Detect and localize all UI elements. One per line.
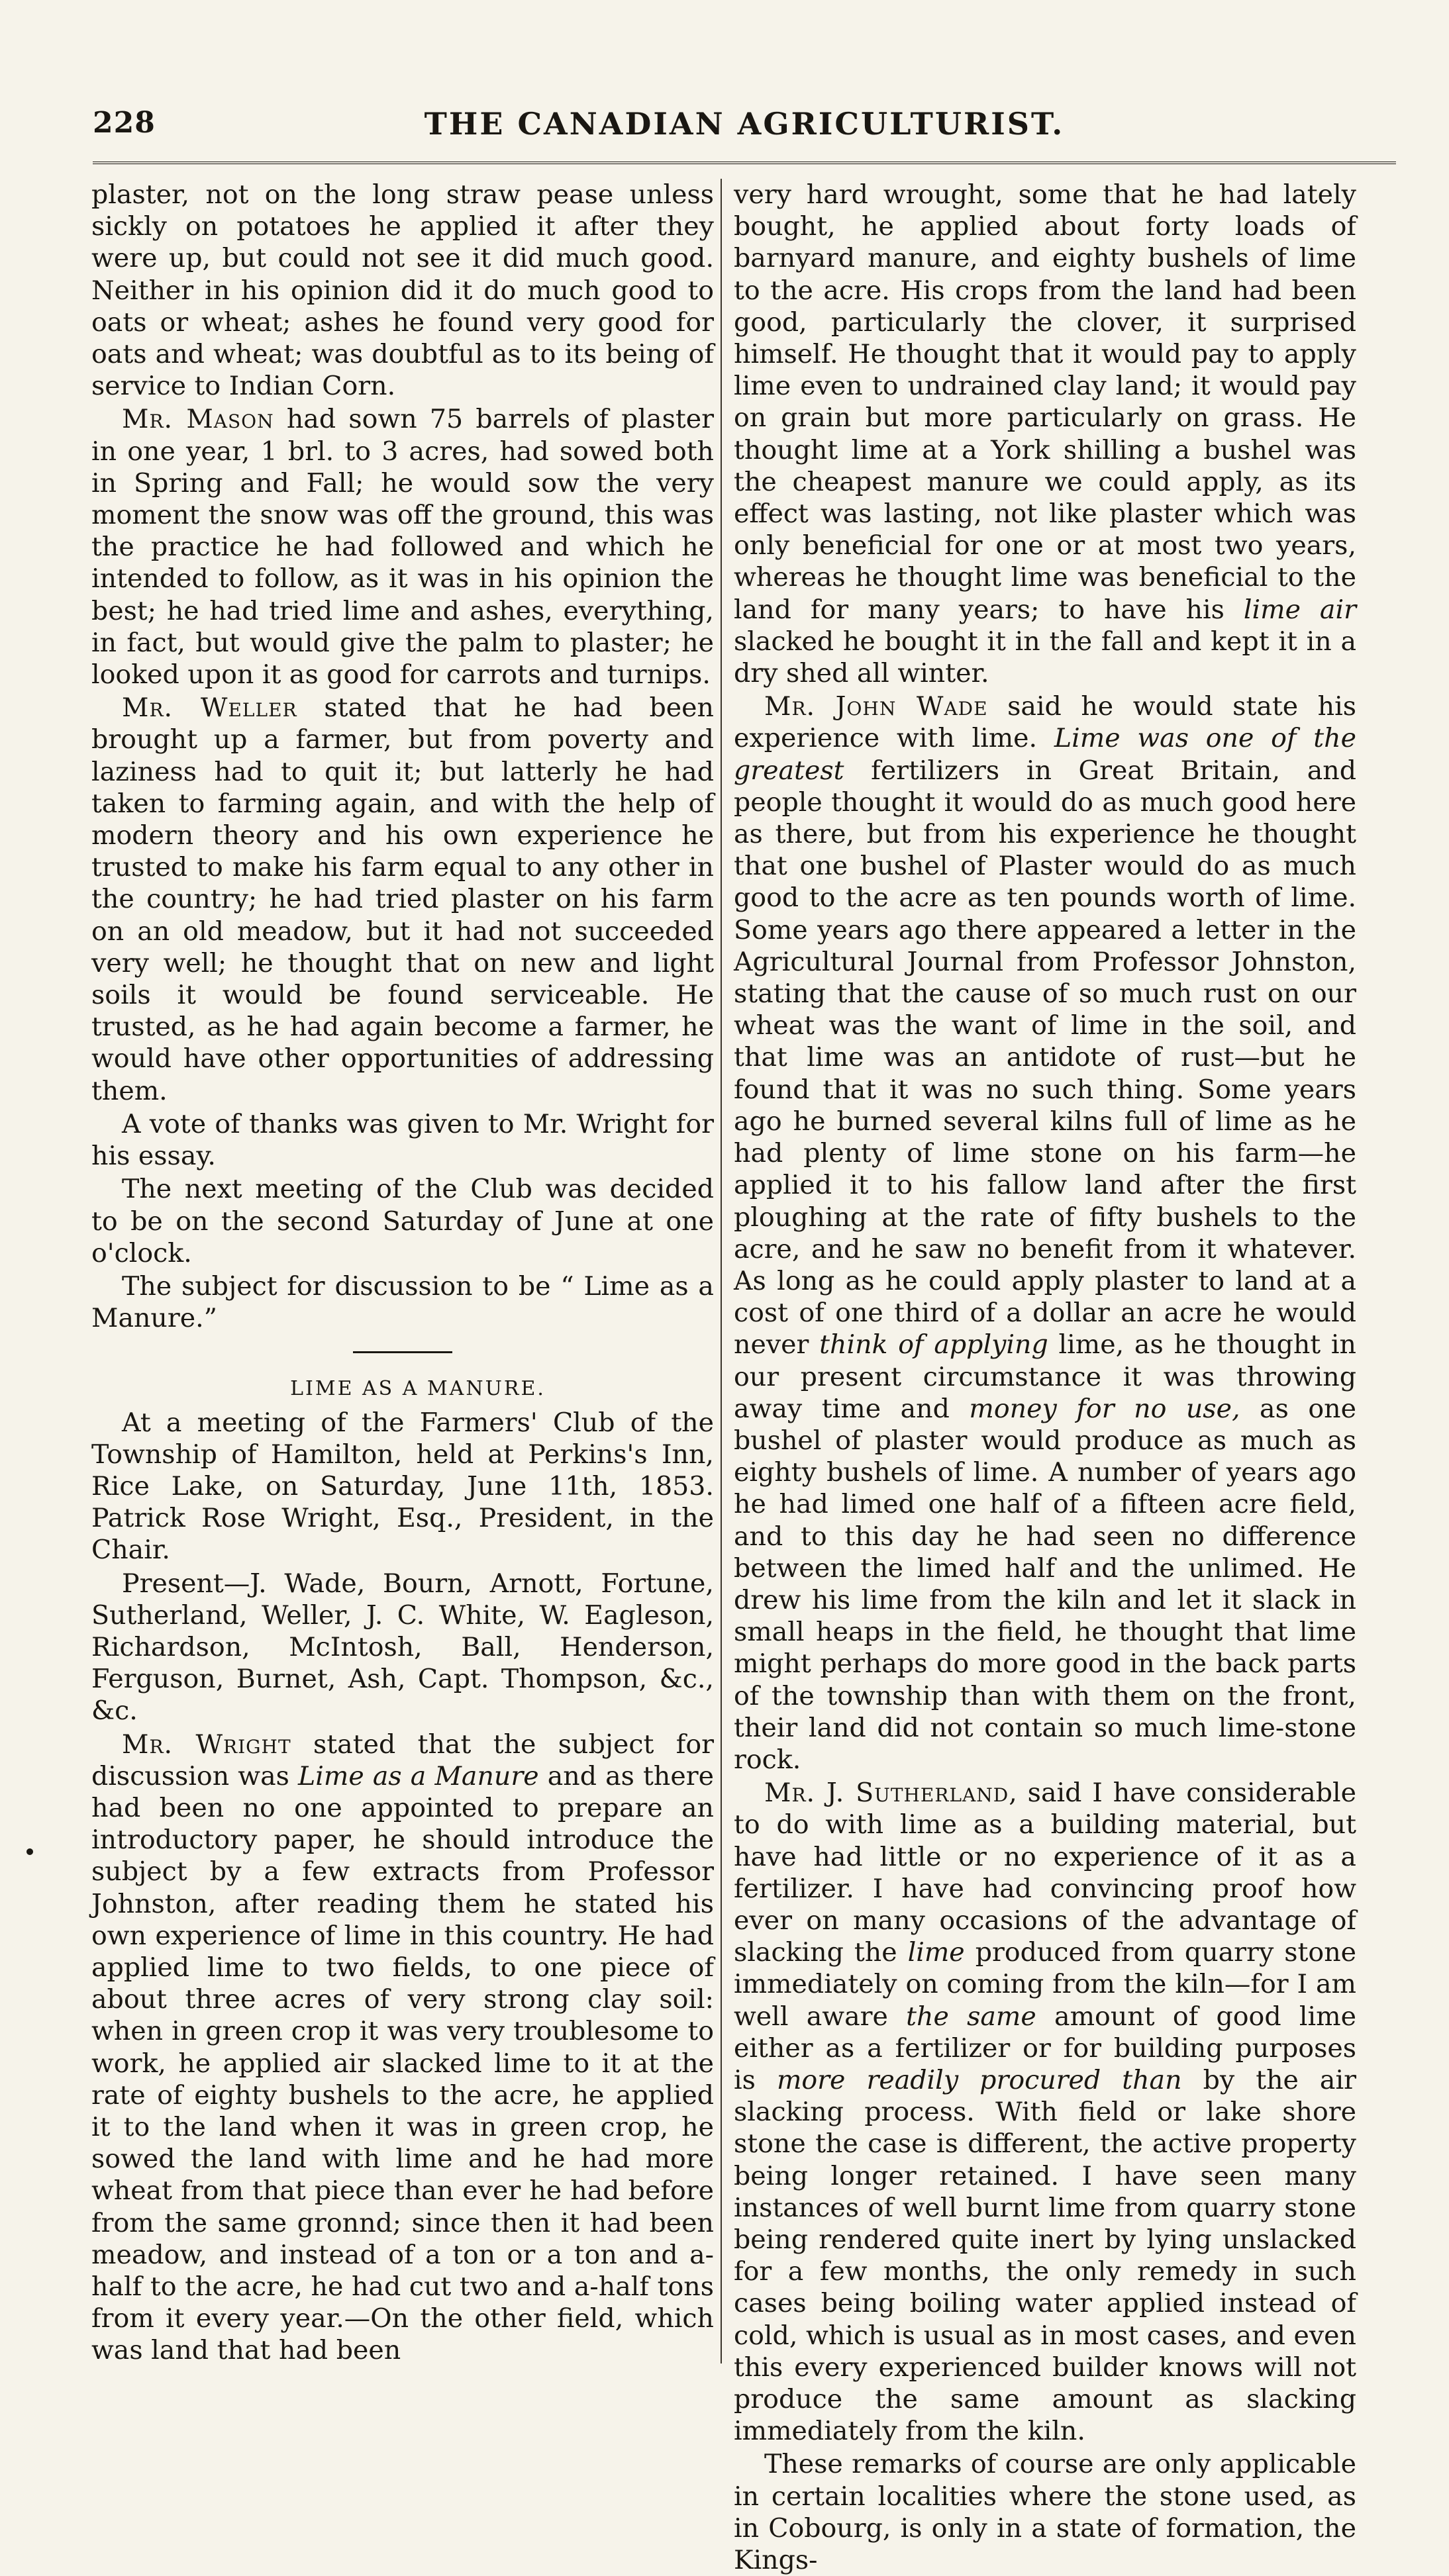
paragraph-text: by the air slacking process. With field or lake shore stone the case is different, the active property being longer retained. I have seen many instances of well burnt lime from quarry stone being rendered quite inert by lying unslacked for a few months, the only remedy in such cases being boiling water applied instead of cold, which is usual as in most cases, and even this every experienced builder knows will not produce the same amount as slacking immediately from the kiln. <box>734 2064 1356 2447</box>
paragraph: These remarks of course are only applicable in certain localities where the stone used, as in Cobourg, is only in a state of formation, the Kings- <box>734 2449 1356 2576</box>
paragraph <box>734 1777 1356 2447</box>
paragraph: The subject for discussion to be “ Lime as a Manure.” <box>91 1270 714 1334</box>
italic-text: Lime as a Manure <box>298 1760 539 1791</box>
italic-text: lime <box>907 1937 965 1968</box>
italic-text: the same <box>906 2001 1036 2032</box>
left-column <box>91 179 715 2366</box>
right-column <box>734 179 1357 2576</box>
paragraph-text: fertilizers in Great Britain, and people thought it would do as much good here as there, but from his experience he thought that one bushel of Plaster would do as much good to the acre as ten pounds worth of lime. Some years ago there appeared a letter in the Agricultural Journal from Professor Johnston, stating that the cause of so much rust on our wheat was the want of lime in the soil, and that lime was an antidote of rust—but he found that it was no such thing. Some years ago he burned several kilns full of lime as he had plenty of lime stone on his farm—he applied it to his fallow land after the first ploughing at the rate of fifty bushels to the acre, and he saw no benefit from it whatever. As long as he could apply plaster to land at a cost of one third of a dollar an acre he would never <box>734 755 1356 1360</box>
section-heading: LIME AS A MANURE. <box>290 1377 546 1401</box>
paragraph: Present—J. Wade, Bourn, Arnott, Fortune, Sutherland, Weller, J. C. White, W. Eagleson, Richardson, McIntosh, Ball, Henderson, Ferguson, Burnet, Ash, Capt. Thompson, &c., &c. <box>91 1568 714 1727</box>
header-rule <box>93 162 1396 164</box>
italic-text: Lime was one of the greatest <box>734 723 1356 786</box>
paragraph: The next meeting of the Club was decided to be on the second Saturday of June at one o'clock. <box>91 1174 714 1268</box>
paragraph-text: , said I have considerable to do with lime as a building material, but have had little or no experience of it as a fertilizer. I have had convincing proof how ever on many occasions of the advantage of slacking the <box>734 1778 1357 1968</box>
paragraph-text: lime, as he thought in our present circumstance it was throwing away time and <box>734 1329 1356 1424</box>
page-header <box>93 106 1396 152</box>
column-divider <box>721 179 722 2363</box>
journal-title: THE CANADIAN AGRICULTURIST. <box>424 106 1065 142</box>
italic-text: think of applying <box>819 1329 1048 1360</box>
paragraph-text: stated that he had been brought up a farmer, but from poverty and laziness had to quit it; but latterly he had taken to farming again, and with the help of modern theory and his own experience he trusted to make his farm equal to any other in the country; he had tried plaster on his farm on an old meadow, but it had not succeeded very well; he thought that on new and light soils it would be found serviceable. He trusted, as he had again become a farmer, he would have other opportunities of addressing them. <box>91 692 715 1106</box>
speaker-name: Mr. Wright <box>122 1729 291 1760</box>
paragraph-text: as one bushel of plaster would produce as much as eighty bushels of lime. A number of years ago he had limed one half of a fifteen acre field, and to this day he had seen no difference between the limed half and the unlimed. He drew his lime from the kiln and let it slack in small heaps in the field, he thought that lime might perhaps do more good in the back parts of the township than with them on the front, their land did not contain so much lime-stone rock. <box>734 1393 1356 1775</box>
paragraph: At a meeting of the Farmers' Club of the Township of Hamilton, held at Perkins's Inn, Rice Lake, on Saturday, June 11th, 1853. Patrick Rose Wright, Esq., President, in the Chair. <box>91 1407 714 1566</box>
speaker-name: Mr. J. Sutherland <box>764 1778 1009 1809</box>
paragraph-text: had sown 75 barrels of plaster in one year, 1 brl. to 3 acres, had sowed both in Spring and Fall; he would sow the very moment the snow was off the ground, this was the practice he had followed and which he intended to follow, as it was in his opinion the best; he had tried lime and ashes, everything, in fact, but would give the palm to plaster; he looked upon it as good for carrots and turnips. <box>91 404 714 691</box>
paragraph: plaster, not on the long straw pease unless sickly on potatoes he applied it after they were up, but could not see it did much good. Neither in his opinion did it do much good to oats or wheat; ashes he found very good for oats and wheat; was doubtful as to its being of service to Indian Corn. <box>91 179 714 402</box>
section-divider <box>353 1351 452 1353</box>
paragraph <box>734 179 1356 689</box>
paragraph-text: amount of good lime either as a fertilizer or for building purposes is <box>734 2001 1356 2095</box>
page-number: 228 <box>93 106 156 140</box>
speaker-name: Mr. Weller <box>122 692 297 724</box>
italic-text: lime air <box>1243 594 1356 625</box>
paragraph-text: very hard wrought, some that he had lately bought, he applied about forty loads of barnyard manure, and eighty bushels of lime to the acre. His crops from the land had been good, particularly the clover, it surprised himself. He thought that it would pay to apply lime even to undrained clay land; it would pay on grain but more particularly on grass. He thought lime at a York shilling a bushel was the cheapest manure we could apply, as its effect was lasting, not like plaster which was only beneficial for one or at most two years, whereas he thought lime was beneficial to the land for many years; to have his <box>734 179 1356 625</box>
paragraph-text: produced from quarry stone immediately on coming from the kiln—for I am well aware <box>734 1937 1357 2032</box>
paragraph-text: and as there had been no one appointed to prepare an introductory paper, he should introduce the subject by a few extracts from Professor Johnston, after reading them he stated his own experience of lime in this country. He had applied lime to two fields, to one piece of about three acres of very strong clay soil: when in green crop it was very troublesome to work, he applied air slacked lime to it at the rate of eighty bushels to the acre, he applied it to the land when it was in green crop, he sowed the land with lime and he had more wheat from that piece than ever he had before from the same gronnd; since then it had been meadow, and instead of a ton or a ton and a-half to the acre, he had cut two and a-half tons from it every year.—On the other field, which was land that had been <box>91 1760 714 2366</box>
paragraph-text: said he would state his experience with lime. <box>734 691 1356 754</box>
paragraph: A vote of thanks was given to Mr. Wright for his essay. <box>91 1108 714 1172</box>
paragraph <box>91 692 714 1107</box>
paragraph-text: slacked he bought it in the fall and kept it in a dry shed all winter. <box>734 626 1356 689</box>
paragraph <box>91 1729 714 2367</box>
speaker-name: Mr. Mason <box>122 404 274 435</box>
margin-mark <box>26 1848 33 1855</box>
italic-text: money for no use, <box>969 1393 1240 1424</box>
paragraph <box>91 403 714 691</box>
paragraph <box>734 691 1356 1776</box>
italic-text: more readily procured than <box>776 2064 1182 2095</box>
speaker-name: Mr. John Wade <box>764 691 988 722</box>
paragraph-text: stated that the subject for discussion was <box>91 1729 714 1791</box>
